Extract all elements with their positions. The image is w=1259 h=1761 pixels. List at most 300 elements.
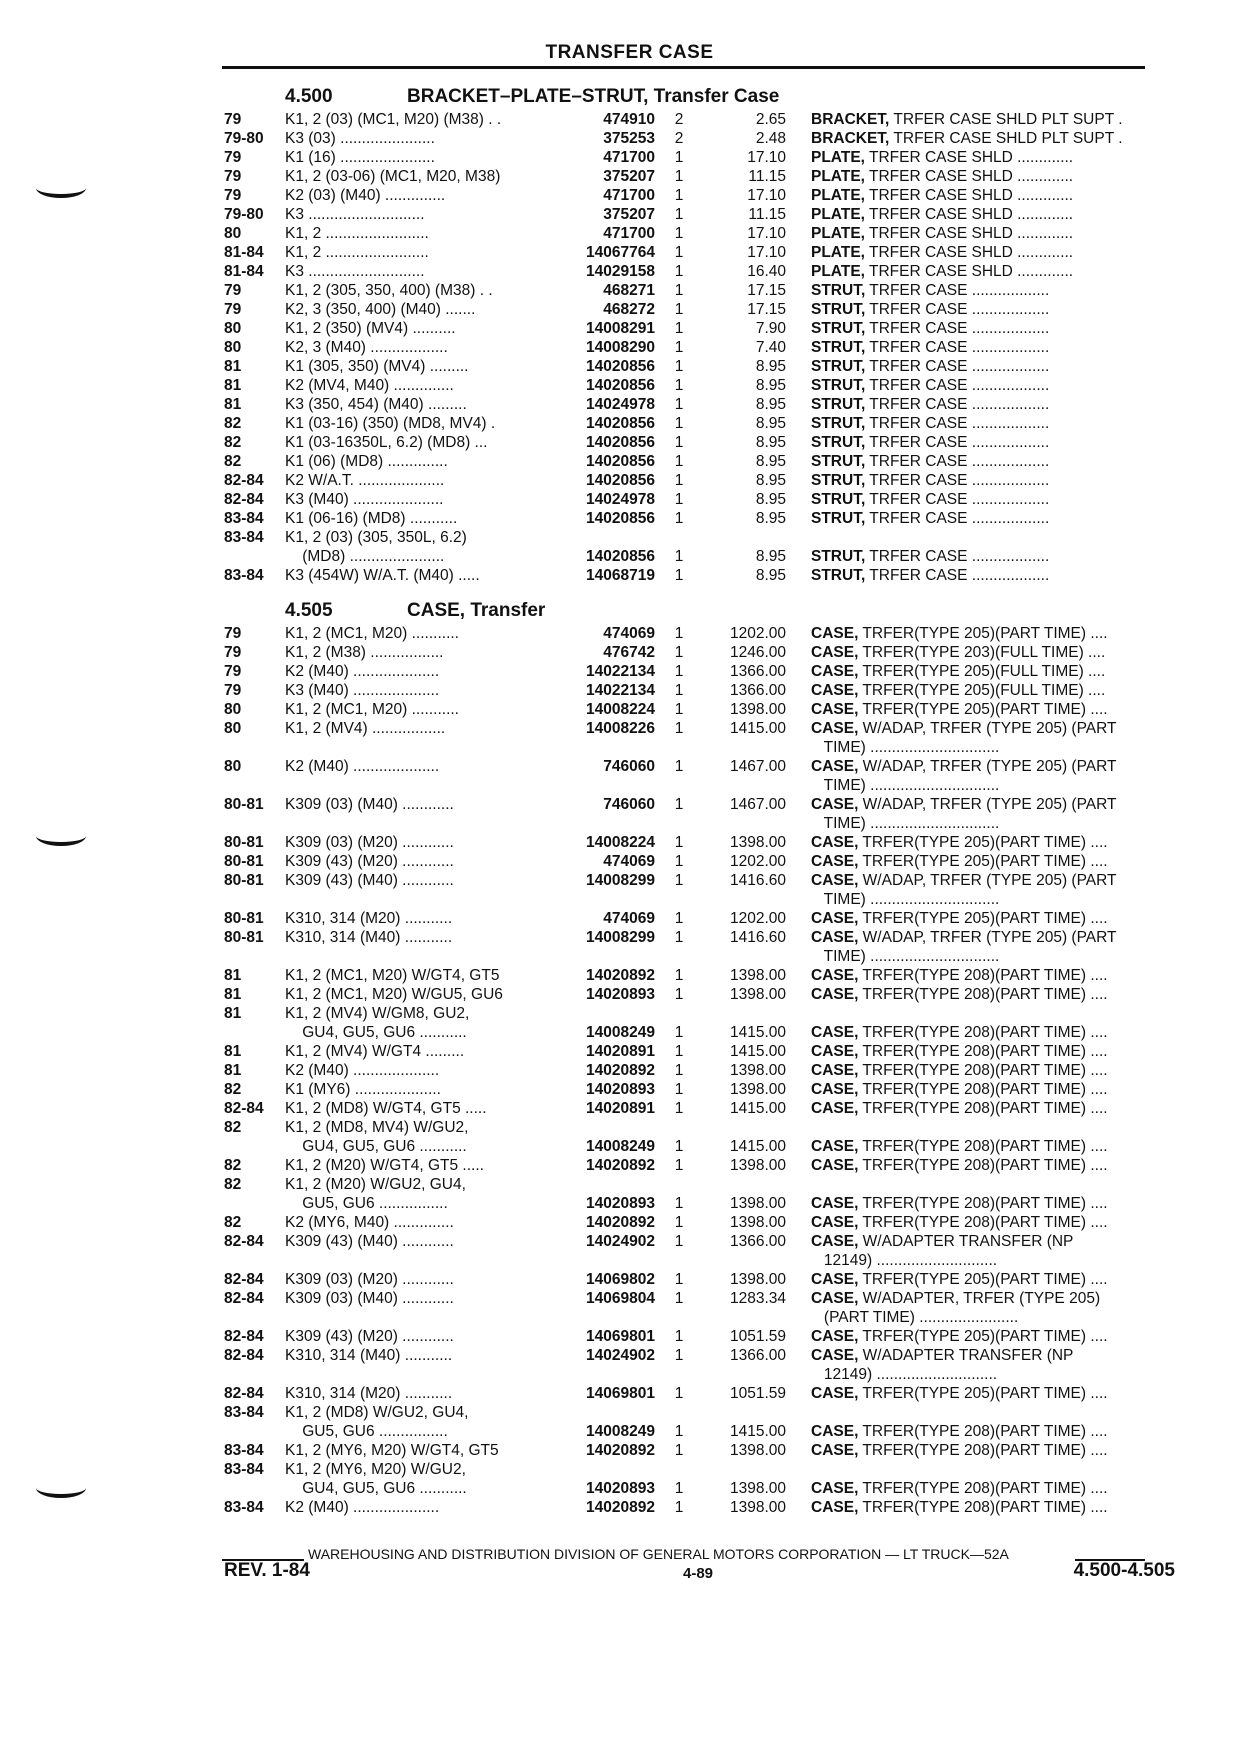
- part-number: 14020856: [586, 472, 655, 489]
- model-years: 83-84: [224, 510, 264, 527]
- part-name-detail: TRFER(TYPE 208)(PART TIME) ....: [858, 1062, 1108, 1079]
- part-name: [811, 1365, 1176, 1384]
- part-name-detail: TIME) ..............................: [811, 948, 1000, 965]
- part-number: 14020891: [586, 1100, 655, 1117]
- quantity: 1: [674, 1062, 684, 1079]
- model-description: K310, 314 (M40) ...........: [285, 1347, 453, 1364]
- part-name: [811, 433, 1176, 452]
- part-number: 14020856: [586, 377, 655, 394]
- price: 17.10: [747, 244, 786, 261]
- table-row: [0, 509, 1259, 529]
- part-name-detail: TRFER CASE SHLD .............: [864, 263, 1074, 280]
- part-name-detail: W/ADAPTER, TRFER (TYPE 205): [858, 1290, 1101, 1307]
- part-name: [811, 205, 1176, 224]
- part-number: 14069801: [586, 1385, 655, 1402]
- price: 1398.00: [729, 1442, 786, 1459]
- model-years: 81-84: [224, 263, 264, 280]
- model-description: K2 (M40) ....................: [285, 1499, 440, 1516]
- model-description: K3 (03) ......................: [285, 130, 435, 147]
- table-row: [0, 224, 1259, 244]
- table-row: [0, 1384, 1259, 1404]
- part-name-keyword: CASE,: [811, 1347, 859, 1364]
- part-name: [811, 509, 1176, 528]
- part-name-detail: 12149) ............................: [811, 1252, 998, 1269]
- part-number: 14008249: [586, 1138, 655, 1155]
- part-number: 14067764: [586, 244, 655, 261]
- part-name-keyword: CASE,: [811, 720, 859, 737]
- part-name-detail: 12149) ............................: [811, 1366, 998, 1383]
- part-name: [811, 1156, 1176, 1175]
- model-description: K3 (M40) ....................: [285, 682, 440, 699]
- price: 17.15: [747, 301, 786, 318]
- part-number: 474069: [603, 853, 655, 870]
- part-number: 375253: [603, 130, 655, 147]
- part-name-detail: TRFER CASE SHLD PLT SUPT .: [889, 111, 1123, 128]
- price: 1416.60: [729, 872, 786, 889]
- model-description: K1, 2 (350) (MV4) ..........: [285, 320, 456, 337]
- price: 8.95: [755, 548, 786, 565]
- table-row: [0, 662, 1259, 682]
- price: 1051.59: [729, 1385, 786, 1402]
- model-years: 80: [224, 320, 242, 337]
- quantity: 1: [674, 339, 684, 356]
- model-years: 82: [224, 434, 242, 451]
- model-description: K1, 2 (M20) W/GT4, GT5 .....: [285, 1157, 484, 1174]
- model-description: K3 (454W) W/A.T. (M40) .....: [285, 567, 480, 584]
- part-number: 476742: [603, 644, 655, 661]
- part-name-detail: TRFER CASE ..................: [865, 339, 1050, 356]
- model-years: 83-84: [224, 567, 264, 584]
- part-number: 746060: [603, 796, 655, 813]
- quantity: 1: [674, 853, 684, 870]
- part-name-detail: TRFER(TYPE 205)(PART TIME) ....: [858, 1328, 1108, 1345]
- part-number: 14008224: [586, 701, 655, 718]
- part-name-detail: TRFER(TYPE 208)(PART TIME) ....: [858, 1081, 1108, 1098]
- part-number: 14024978: [586, 491, 655, 508]
- part-name: [811, 1061, 1176, 1080]
- model-years: 80: [224, 758, 242, 775]
- part-name-keyword: STRUT,: [811, 415, 866, 432]
- part-number: 14024978: [586, 396, 655, 413]
- part-number: 471700: [603, 225, 655, 242]
- price: 8.95: [755, 396, 786, 413]
- part-name-keyword: STRUT,: [811, 358, 866, 375]
- price: 8.95: [755, 453, 786, 470]
- quantity: 1: [674, 396, 684, 413]
- model-description: K1 (06) (MD8) ..............: [285, 453, 448, 470]
- quantity: 1: [674, 1423, 684, 1440]
- model-description: K1, 2 (M38) .................: [285, 644, 444, 661]
- part-name-keyword: CASE,: [811, 644, 859, 661]
- table-row: [0, 376, 1259, 396]
- model-years: 82: [224, 1157, 242, 1174]
- table-row: [0, 490, 1259, 510]
- part-name: [811, 624, 1176, 643]
- part-name: [811, 1232, 1176, 1251]
- part-name-keyword: CASE,: [811, 1480, 859, 1497]
- model-description: K2 (M40) ....................: [285, 758, 440, 775]
- part-name: [811, 1422, 1176, 1441]
- quantity: 1: [674, 491, 684, 508]
- model-description: K310, 314 (M40) ...........: [285, 929, 453, 946]
- model-description: K1 (03-16) (350) (MD8, MV4) .: [285, 415, 496, 432]
- price: 8.95: [755, 510, 786, 527]
- part-name: [811, 1327, 1176, 1346]
- quantity: 1: [674, 910, 684, 927]
- part-number: 14020856: [586, 510, 655, 527]
- part-name-keyword: CASE,: [811, 1214, 859, 1231]
- quantity: 1: [674, 225, 684, 242]
- part-name: [811, 738, 1176, 757]
- table-row: [0, 1327, 1259, 1347]
- model-description: (MD8) ......................: [285, 548, 445, 565]
- quantity: 1: [674, 1138, 684, 1155]
- model-description: K309 (43) (M20) ............: [285, 853, 454, 870]
- part-name-keyword: PLATE,: [811, 168, 865, 185]
- model-description: K2, 3 (350, 400) (M40) .......: [285, 301, 476, 318]
- price: 2.48: [755, 130, 786, 147]
- table-row: [0, 300, 1259, 320]
- table-row: [0, 1479, 1259, 1499]
- quantity: 1: [674, 834, 684, 851]
- part-name-detail: TRFER(TYPE 203)(FULL TIME) ....: [858, 644, 1106, 661]
- quantity: 1: [674, 320, 684, 337]
- part-name-detail: TRFER(TYPE 205)(PART TIME) ....: [858, 625, 1108, 642]
- part-name-keyword: STRUT,: [811, 510, 866, 527]
- model-description: K1, 2 (MC1, M20) ...........: [285, 625, 459, 642]
- part-name-keyword: STRUT,: [811, 320, 866, 337]
- price: 8.95: [755, 491, 786, 508]
- model-years: 81: [224, 1043, 242, 1060]
- part-name-keyword: CASE,: [811, 1024, 859, 1041]
- table-row: [0, 871, 1259, 891]
- price: 16.40: [747, 263, 786, 280]
- binder-hole-mark: [36, 170, 86, 198]
- part-name-detail: TRFER CASE SHLD .............: [864, 225, 1074, 242]
- model-years: 79: [224, 111, 242, 128]
- model-years: 80: [224, 225, 242, 242]
- part-number: 14020856: [586, 415, 655, 432]
- part-name: [811, 1498, 1176, 1517]
- part-name-keyword: CASE,: [811, 758, 859, 775]
- part-name-detail: TRFER(TYPE 208)(PART TIME) ....: [858, 1195, 1108, 1212]
- table-row: [0, 890, 1259, 910]
- table-row: [0, 129, 1259, 149]
- part-number: 14068719: [586, 567, 655, 584]
- model-years: 82-84: [224, 1385, 264, 1402]
- table-row: [0, 1175, 1259, 1195]
- quantity: 1: [674, 758, 684, 775]
- part-name-detail: TRFER(TYPE 208)(PART TIME) ....: [858, 1499, 1108, 1516]
- part-name-detail: TRFER CASE SHLD PLT SUPT .: [889, 130, 1123, 147]
- part-name-keyword: CASE,: [811, 1423, 859, 1440]
- model-description: K3 (M40) .....................: [285, 491, 444, 508]
- part-name: [811, 947, 1176, 966]
- part-number: 14022134: [586, 682, 655, 699]
- part-name-keyword: CASE,: [811, 1233, 859, 1250]
- table-row: [0, 262, 1259, 282]
- model-years: 80-81: [224, 929, 264, 946]
- part-number: 14008226: [586, 720, 655, 737]
- part-name-keyword: CASE,: [811, 1100, 859, 1117]
- quantity: 1: [674, 625, 684, 642]
- part-number: 14008291: [586, 320, 655, 337]
- model-description: K2 (M40) ....................: [285, 1062, 440, 1079]
- part-name: [811, 1099, 1176, 1118]
- part-number: 14020856: [586, 358, 655, 375]
- table-row: [0, 167, 1259, 187]
- part-name-detail: TRFER(TYPE 208)(PART TIME) ....: [858, 1024, 1108, 1041]
- model-years: 83-84: [224, 1461, 264, 1478]
- table-row: [0, 186, 1259, 206]
- part-name-detail: TRFER(TYPE 205)(FULL TIME) ....: [858, 663, 1106, 680]
- model-years: 81: [224, 967, 242, 984]
- part-name: [811, 452, 1176, 471]
- part-number: 471700: [603, 149, 655, 166]
- quantity: 1: [674, 701, 684, 718]
- table-row: [0, 643, 1259, 663]
- part-name-detail: W/ADAP, TRFER (TYPE 205) (PART: [858, 929, 1117, 946]
- price: 1415.00: [729, 720, 786, 737]
- part-name-detail: W/ADAP, TRFER (TYPE 205) (PART: [858, 796, 1117, 813]
- table-row: [0, 757, 1259, 777]
- table-row: [0, 566, 1259, 586]
- model-description: K309 (03) (M40) ............: [285, 1290, 454, 1307]
- quantity: 1: [674, 301, 684, 318]
- table-row: [0, 852, 1259, 872]
- part-name: [811, 662, 1176, 681]
- model-description: K309 (03) (M20) ............: [285, 834, 454, 851]
- part-number: 468272: [603, 301, 655, 318]
- part-number: 14008249: [586, 1423, 655, 1440]
- price: 1398.00: [729, 967, 786, 984]
- footer-division-text: WAREHOUSING AND DISTRIBUTION DIVISION OF GENERAL MOTORS CORPORATION — LT TRUCK—52A: [308, 1546, 1009, 1562]
- quantity: 1: [674, 644, 684, 661]
- table-row: [0, 433, 1259, 453]
- table-row: [0, 1023, 1259, 1043]
- model-years: 82-84: [224, 1290, 264, 1307]
- part-number: 14069801: [586, 1328, 655, 1345]
- price: 1398.00: [729, 1081, 786, 1098]
- table-row: [0, 1251, 1259, 1271]
- table-row: [0, 1460, 1259, 1480]
- quantity: 1: [674, 1157, 684, 1174]
- model-years: 79: [224, 149, 242, 166]
- part-number: 14020892: [586, 1062, 655, 1079]
- price: 1416.60: [729, 929, 786, 946]
- part-name-keyword: CASE,: [811, 1385, 859, 1402]
- part-name-detail: TRFER(TYPE 208)(PART TIME) ....: [858, 1480, 1108, 1497]
- price: 11.15: [748, 206, 786, 223]
- model-description: K310, 314 (M20) ...........: [285, 910, 453, 927]
- part-name-detail: TRFER CASE ..................: [865, 320, 1050, 337]
- table-row: [0, 966, 1259, 986]
- price: 1398.00: [729, 1195, 786, 1212]
- part-name: [811, 681, 1176, 700]
- part-number: 14020856: [586, 434, 655, 451]
- table-row: [0, 795, 1259, 815]
- quantity: 1: [674, 967, 684, 984]
- model-description: K1, 2 (MC1, M20) ...........: [285, 701, 459, 718]
- part-name-keyword: BRACKET,: [811, 130, 890, 147]
- price: 1202.00: [729, 625, 786, 642]
- part-name-keyword: STRUT,: [811, 339, 866, 356]
- part-name-keyword: CASE,: [811, 663, 859, 680]
- model-description: K1, 2 ........................: [285, 225, 429, 242]
- table-row: [0, 281, 1259, 301]
- binder-hole-mark: [36, 818, 86, 846]
- model-years: 80: [224, 720, 242, 737]
- table-row: [0, 624, 1259, 644]
- price: 1398.00: [729, 701, 786, 718]
- part-name-keyword: CASE,: [811, 986, 859, 1003]
- price: 8.95: [755, 358, 786, 375]
- part-name-keyword: CASE,: [811, 834, 859, 851]
- quantity: 1: [674, 263, 684, 280]
- part-name: [811, 338, 1176, 357]
- model-years: 81: [224, 986, 242, 1003]
- part-number: 14020892: [586, 967, 655, 984]
- part-number: 14008290: [586, 339, 655, 356]
- table-row: [0, 547, 1259, 567]
- price: 1415.00: [729, 1024, 786, 1041]
- part-name-keyword: CASE,: [811, 625, 859, 642]
- section-number: 4.500: [285, 86, 333, 107]
- part-name-keyword: CASE,: [811, 1271, 859, 1288]
- price: 17.15: [747, 282, 786, 299]
- part-name-keyword: CASE,: [811, 1290, 859, 1307]
- part-name: [811, 985, 1176, 1004]
- price: 1202.00: [729, 910, 786, 927]
- table-row: [0, 148, 1259, 168]
- part-name: [811, 566, 1176, 585]
- table-row: [0, 452, 1259, 472]
- part-number: 14029158: [586, 263, 655, 280]
- part-name-detail: TRFER(TYPE 205)(PART TIME) ....: [858, 1271, 1108, 1288]
- part-name: [811, 1023, 1176, 1042]
- table-row: [0, 814, 1259, 834]
- table-row: [0, 414, 1259, 434]
- quantity: 1: [674, 510, 684, 527]
- part-name-keyword: PLATE,: [811, 187, 865, 204]
- part-name: [811, 1213, 1176, 1232]
- part-name: [811, 129, 1176, 148]
- part-name-detail: TRFER(TYPE 205)(PART TIME) ....: [858, 853, 1108, 870]
- part-name-detail: TRFER CASE ..................: [865, 491, 1050, 508]
- quantity: 1: [674, 472, 684, 489]
- price: 1415.00: [729, 1138, 786, 1155]
- part-name-keyword: BRACKET,: [811, 111, 890, 128]
- part-name-keyword: CASE,: [811, 1442, 859, 1459]
- model-years: 82-84: [224, 491, 264, 508]
- quantity: 1: [674, 244, 684, 261]
- part-name-detail: TRFER CASE SHLD .............: [864, 206, 1074, 223]
- part-name: [811, 719, 1176, 738]
- model-description: K2 (03) (M40) ..............: [285, 187, 446, 204]
- table-row: [0, 928, 1259, 948]
- table-row: [0, 700, 1259, 720]
- model-years: 79: [224, 301, 242, 318]
- model-description: K2 W/A.T. ....................: [285, 472, 445, 489]
- part-name-keyword: CASE,: [811, 910, 859, 927]
- part-number: 375207: [603, 206, 655, 223]
- price: 1366.00: [729, 1347, 786, 1364]
- table-row: [0, 205, 1259, 225]
- model-description: K1, 2 (MD8, MV4) W/GU2,: [285, 1119, 469, 1136]
- quantity: 1: [674, 1442, 684, 1459]
- part-number: 14069802: [586, 1271, 655, 1288]
- table-row: [0, 1308, 1259, 1328]
- quantity: 1: [674, 720, 684, 737]
- part-name-keyword: STRUT,: [811, 282, 866, 299]
- part-name: [811, 1346, 1176, 1365]
- table-row: [0, 738, 1259, 758]
- part-name-detail: TRFER(TYPE 205)(PART TIME) ....: [858, 910, 1108, 927]
- part-name: [811, 643, 1176, 662]
- part-name-detail: TRFER CASE ..................: [865, 472, 1050, 489]
- table-row: [0, 1441, 1259, 1461]
- part-number: 14008224: [586, 834, 655, 851]
- quantity: 1: [674, 567, 684, 584]
- part-name: [811, 471, 1176, 490]
- part-name: [811, 1289, 1176, 1308]
- part-name-detail: (PART TIME) .......................: [811, 1309, 1019, 1326]
- price: 1051.59: [729, 1328, 786, 1345]
- part-name-detail: TRFER CASE ..................: [865, 358, 1050, 375]
- part-name-detail: TRFER(TYPE 208)(PART TIME) ....: [858, 986, 1108, 1003]
- part-name: [811, 243, 1176, 262]
- part-name-detail: TRFER CASE ..................: [865, 415, 1050, 432]
- part-name-keyword: CASE,: [811, 1157, 859, 1174]
- table-row: [0, 395, 1259, 415]
- table-row: [0, 243, 1259, 263]
- quantity: 2: [674, 130, 684, 147]
- part-name: [811, 909, 1176, 928]
- model-years: 79: [224, 663, 242, 680]
- part-name-detail: W/ADAP, TRFER (TYPE 205) (PART: [858, 720, 1117, 737]
- part-name: [811, 776, 1176, 795]
- part-name: [811, 1080, 1176, 1099]
- model-description: K1, 2 (03) (305, 350L, 6.2): [285, 529, 467, 546]
- part-name-detail: W/ADAPTER TRANSFER (NP: [858, 1233, 1074, 1250]
- quantity: 2: [674, 111, 684, 128]
- part-name: [811, 414, 1176, 433]
- table-row: [0, 1213, 1259, 1233]
- price: 7.40: [755, 339, 786, 356]
- part-name: [811, 1251, 1176, 1270]
- model-years: 80-81: [224, 834, 264, 851]
- part-name-detail: TRFER(TYPE 205)(PART TIME) ....: [858, 1385, 1108, 1402]
- part-number: 14008249: [586, 1024, 655, 1041]
- quantity: 1: [674, 453, 684, 470]
- model-years: 82: [224, 1119, 242, 1136]
- model-description: GU4, GU5, GU6 ...........: [285, 1024, 467, 1041]
- quantity: 1: [674, 1233, 684, 1250]
- part-name-detail: TRFER(TYPE 208)(PART TIME) ....: [858, 967, 1108, 984]
- part-name-detail: TIME) ..............................: [811, 739, 1000, 756]
- quantity: 1: [674, 434, 684, 451]
- revision-label: REV. 1-84: [224, 1560, 310, 1581]
- part-number: 14022134: [586, 663, 655, 680]
- table-row: [0, 985, 1259, 1005]
- model-years: 81: [224, 1062, 242, 1079]
- model-description: K2 (MV4, M40) ..............: [285, 377, 454, 394]
- quantity: 1: [674, 1195, 684, 1212]
- quantity: 1: [674, 1024, 684, 1041]
- model-years: 81-84: [224, 244, 264, 261]
- part-name-detail: TRFER(TYPE 208)(PART TIME) ....: [858, 1157, 1108, 1174]
- model-description: K1 (03-16350L, 6.2) (MD8) ...: [285, 434, 488, 451]
